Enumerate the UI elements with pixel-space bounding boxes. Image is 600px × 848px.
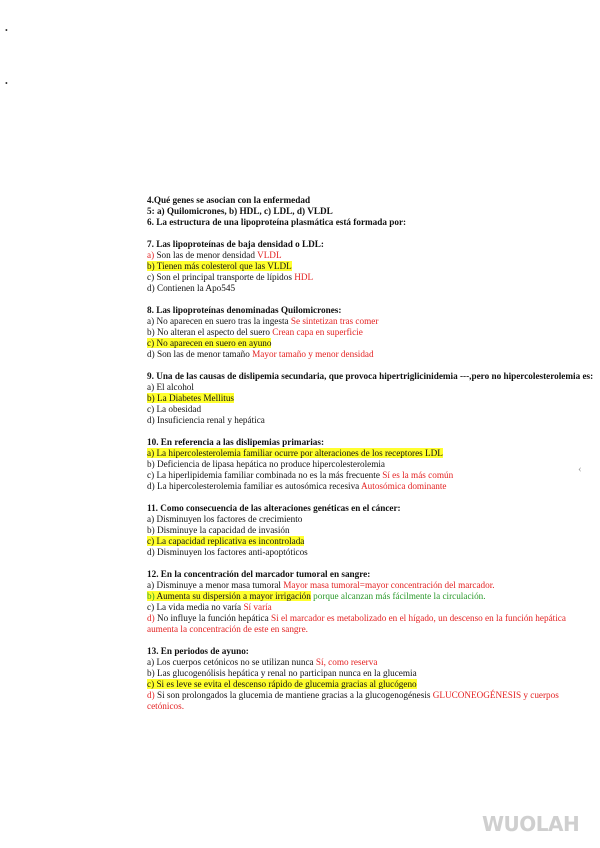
option-letter: c) [147,338,155,348]
answer-note: Si el marcador es metabolizado en el hígado, un descenso en la función hepática aumenta la concentración de este en sangre. [147,613,566,634]
answer-option [147,525,597,536]
answer-note: Se sintetizan tras comer [290,316,379,326]
option-text: Disminuye a menor masa tumoral [156,580,284,590]
option-text: No influye la función hepática [156,613,271,623]
option-letter: d) [147,690,155,700]
question-block [147,305,597,360]
question-title: 8. Las lipoproteínas denominadas Quilomicrones: [147,305,342,315]
highlighted-answer [147,679,417,689]
option-letter: d) [147,283,155,293]
option-letter: a) [147,514,155,524]
chevron-left-icon[interactable]: ‹ [578,463,582,475]
wuolah-watermark-logo: WUOLAH [482,812,580,836]
option-text: Disminuyen los factores anti-apoptóticos [156,547,308,557]
answer-note: HDL [294,272,314,282]
answer-option [147,261,597,272]
answer-note: Autosómica dominante [361,481,447,491]
option-letter: d) [147,415,155,425]
option-text: Los cuerpos cetónicos no se utilizan nunca [156,657,316,667]
answer-option [147,580,597,591]
option-text: Si es leve se evita el descenso rápido de glucemia gracias al glucógeno [156,679,417,689]
option-text: Son las de menor tamaño [156,349,253,359]
document-body [147,195,597,723]
option-letter: a) [147,250,155,260]
question-block [147,437,597,492]
answer-option [147,613,597,635]
answer-option [147,459,597,470]
question-title: 12. En la concentración del marcador tumoral en sangre: [147,569,371,579]
question-title: 10. En referencia a las dislipemias primarias: [147,437,325,447]
answer-option [147,349,597,360]
answer-option [147,415,597,426]
answer-note: Sí es la más común [382,470,454,480]
option-letter: b) [147,525,155,535]
option-letter: a) [147,382,155,392]
answer-option [147,250,597,261]
option-text: No aparecen en suero tras la ingesta [156,316,291,326]
answer-option [147,668,597,679]
option-text: La hipercolesterolemia familiar ocurre por alteraciones de los receptores LDL [156,448,443,458]
answer-option [147,382,597,393]
highlighted-answer [147,338,271,348]
option-letter: c) [147,602,155,612]
question-block [147,503,597,558]
question-block [147,646,597,712]
answer-option [147,393,597,404]
answer-option [147,327,597,338]
answer-note: Crean capa en superficie [272,327,363,337]
edge-bullet-mark: • [5,79,8,88]
option-letter: d) [147,481,155,491]
answer-option [147,536,597,547]
answer-option [147,591,597,602]
question-title: 7. Las lipoproteínas de baja densidad o LDL: [147,239,324,249]
highlighted-answer [147,536,304,546]
option-letter: a) [147,580,155,590]
option-letter: a) [147,448,155,458]
option-letter: b) [147,261,155,271]
option-text: Son el principal transporte de lípidos [156,272,295,282]
option-letter: b) [147,591,155,601]
option-letter: c) [147,272,155,282]
option-letter: b) [147,668,155,678]
option-text: No aparecen en suero en ayuno [156,338,272,348]
option-letter: c) [147,470,155,480]
answer-option [147,272,597,283]
option-text: La vida media no varía [156,602,244,612]
answer-option [147,602,597,613]
option-text: Si son prolongados la glucemia de mantiene gracias a la glucogenogénesis [156,690,433,700]
option-text: La capacidad replicativa es incontrolada [156,536,305,546]
highlighted-answer [147,591,311,601]
option-text: Insuficiencia renal y hepática [156,415,265,425]
option-letter: b) [147,459,155,469]
highlighted-answer [147,261,292,271]
question-list [147,239,597,712]
answer-option [147,690,597,712]
question-title: 9. Una de las causas de dislipemia secundaria, que provoca hipertriglicinidemia ---,pero no hipercolesterolemia es: [147,371,594,381]
intro-block [147,195,597,228]
option-letter: d) [147,349,155,359]
answer-option [147,547,597,558]
option-text: Disminuye la capacidad de invasión [156,525,290,535]
option-letter: d) [147,547,155,557]
answer-note: VLDL [257,250,282,260]
option-text: La hipercolesterolemia familiar es autosómica recesiva [156,481,362,491]
highlighted-answer [147,393,234,403]
option-text: La Diabetes Mellitus [156,393,235,403]
intro-line: 5: a) Quilomicrones, b) HDL, c) LDL, d) VLDL [147,206,333,216]
option-letter: a) [147,657,155,667]
option-text: El alcohol [156,382,194,392]
question-block [147,569,597,635]
answer-note: Sí, como reserva [315,657,378,667]
option-letter: b) [147,327,155,337]
answer-option [147,657,597,668]
option-text: Disminuyen los factores de crecimiento [156,514,303,524]
answer-option [147,283,597,294]
answer-option [147,470,597,481]
answer-option [147,679,597,690]
question-title: 11. Como consecuencia de las alteraciones genéticas en el cáncer: [147,503,401,513]
answer-note: Mayor tamaño y menor densidad [252,349,374,359]
question-title: 13. En periodos de ayuno: [147,646,249,656]
answer-option [147,481,597,492]
answer-option [147,404,597,415]
answer-option [147,316,597,327]
answer-option [147,338,597,349]
answer-option [147,514,597,525]
option-text: Aumenta su dispersión a mayor irrigación [156,591,311,601]
option-letter: a) [147,316,155,326]
option-text: Deficiencia de lipasa hepática no produce hipercolesterolemia [156,459,385,469]
option-letter: c) [147,404,155,414]
option-letter: b) [147,393,155,403]
answer-option [147,448,597,459]
option-letter: d) [147,613,155,623]
answer-note: porque alcanzan más fácilmente la circulación. [310,591,486,601]
option-text: Las glucogenólisis hepática y renal no participan nunca en la glucemia [156,668,417,678]
option-letter: c) [147,536,155,546]
answer-note: Sí varía [243,602,272,612]
option-text: No alteran el aspecto del suero [156,327,273,337]
option-text: Contienen la Apo545 [156,283,236,293]
intro-line: 6. La estructura de una lipoproteína plasmática está formada por: [147,217,407,227]
question-block [147,371,597,426]
option-text: La hiperlipidemia familiar combinada no es la más frecuente [156,470,383,480]
option-text: La obesidad [156,404,202,414]
option-text: Son las de menor densidad [156,250,258,260]
option-letter: c) [147,679,155,689]
option-text: Tienen más colesterol que las VLDL [156,261,292,271]
answer-note: Mayor masa tumoral=mayor concentración del marcador. [283,580,495,590]
intro-line: 4.Qué genes se asocian con la enfermedad [147,195,311,205]
edge-bullet-mark: • [5,26,8,35]
answer-note: GLUCONEOGÉNESIS y cuerpos cetónicos. [147,690,559,711]
question-block [147,239,597,294]
highlighted-answer [147,448,443,458]
